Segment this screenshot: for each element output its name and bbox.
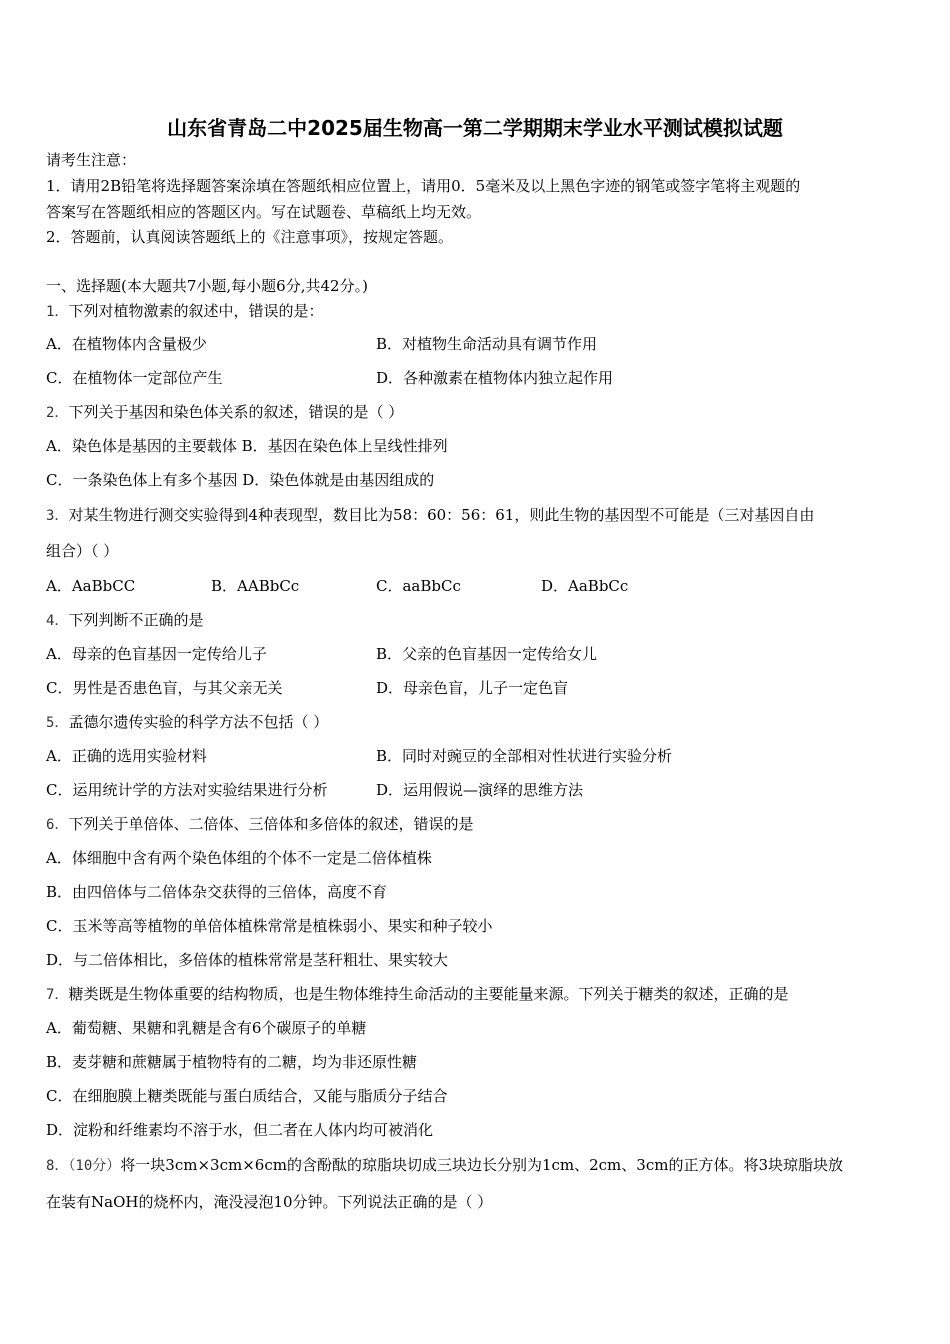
question-3-cont: 组合）（ ）	[46, 542, 119, 560]
q7-option-a: A．葡萄糖、果糖和乳糖是含有6个碳原子的单糖	[46, 1019, 367, 1037]
notice-item-1-cont: 答案写在答题纸相应的答题区内。写在试题卷、草稿纸上均无效。	[46, 203, 482, 221]
question-number: 4．	[46, 613, 69, 629]
question-4	[46, 610, 203, 631]
q6-option-c: C．玉米等高等植物的单倍体植株常常是植株弱小、果实和种子较小	[46, 917, 493, 935]
q1-option-b: B．对植物生命活动具有调节作用	[376, 335, 598, 353]
question-stem: 将一块3cm×3cm×6cm的含酚酞的琼脂块切成三块边长分别为1cm、2cm、3cm的正方体。将3块琼脂块放	[120, 1156, 843, 1174]
q2-options-ab: A．染色体是基因的主要载体 B．基因在染色体上呈线性排列	[46, 437, 448, 455]
question-8-cont: 在装有NaOH的烧杯内，淹没浸泡10分钟。下列说法正确的是（ ）	[46, 1193, 493, 1211]
question-5	[46, 712, 328, 733]
q7-option-c: C．在细胞膜上糖类既能与蛋白质结合，又能与脂质分子结合	[46, 1087, 448, 1105]
q3-option-b: B．AABbCc	[211, 577, 300, 595]
q3-option-c: C．aaBbCc	[376, 577, 461, 595]
q7-option-b: B．麦芽糖和蔗糖属于植物特有的二糖，均为非还原性糖	[46, 1053, 418, 1071]
q6-option-d: D．与二倍体相比，多倍体的植株常常是茎秆粗壮、果实较大	[46, 951, 449, 969]
q5-option-b: B．同时对豌豆的全部相对性状进行实验分析	[376, 747, 673, 765]
notice-heading: 请考生注意：	[46, 151, 137, 169]
question-stem: 下列关于基因和染色体关系的叙述，错误的是（ ）	[68, 403, 404, 421]
question-8	[46, 1155, 843, 1176]
question-6	[46, 814, 473, 835]
question-3	[46, 505, 814, 526]
question-points: （10分）	[68, 1158, 121, 1174]
question-stem: 孟德尔遗传实验的科学方法不包括（ ）	[68, 713, 329, 731]
question-number: 1．	[46, 304, 69, 320]
q4-option-b: B．父亲的色盲基因一定传给女儿	[376, 645, 598, 663]
q3-option-d: D．AaBbCc	[541, 577, 629, 595]
section-heading: 一、选择题(本大题共7小题,每小题6分,共42分。)	[46, 277, 368, 295]
question-number: 6．	[46, 817, 69, 833]
notice-item-1: 1．请用2B铅笔将选择题答案涂填在答题纸相应位置上，请用0．5毫米及以上黑色字迹的钢笔或签字笔将主观题的	[46, 177, 801, 195]
q5-option-c: C．运用统计学的方法对实验结果进行分析	[46, 781, 328, 799]
notice-item-2: 2．答题前，认真阅读答题纸上的《注意事项》，按规定答题。	[46, 228, 454, 246]
question-stem: 下列关于单倍体、二倍体、三倍体和多倍体的叙述，错误的是	[68, 815, 474, 833]
q4-option-d: D．母亲色盲，儿子一定色盲	[376, 679, 569, 697]
q4-option-c: C．男性是否患色盲，与其父亲无关	[46, 679, 283, 697]
question-stem: 对某生物进行测交实验得到4种表现型，数目比为58：60：56：61，则此生物的基因型不可能是（三对基因自由	[68, 506, 815, 524]
q1-option-c: C．在植物体一定部位产生	[46, 369, 223, 387]
q6-option-b: B．由四倍体与二倍体杂交获得的三倍体，高度不育	[46, 883, 388, 901]
page-title: 山东省青岛二中2025届生物高一第二学期期末学业水平测试模拟试题	[167, 116, 783, 140]
q6-option-a: A．体细胞中含有两个染色体组的个体不一定是二倍体植株	[46, 849, 432, 867]
q1-option-d: D．各种激素在植物体内独立起作用	[376, 369, 614, 387]
question-number: 8．	[46, 1158, 69, 1174]
q5-option-d: D．运用假说—演绎的思维方法	[376, 781, 584, 799]
q5-option-a: A．正确的选用实验材料	[46, 747, 207, 765]
question-2	[46, 402, 403, 423]
question-number: 2．	[46, 405, 69, 421]
q3-option-a: A．AaBbCC	[46, 577, 136, 595]
question-stem: 糖类既是生物体重要的结构物质，也是生物体维持生命活动的主要能量来源。下列关于糖类的叙述，正确的是	[68, 985, 789, 1003]
q2-options-cd: C．一条染色体上有多个基因 D．染色体就是由基因组成的	[46, 471, 435, 489]
q1-option-a: A．在植物体内含量极少	[46, 335, 207, 353]
question-stem: 下列判断不正确的是	[68, 611, 204, 629]
q4-option-a: A．母亲的色盲基因一定传给儿子	[46, 645, 267, 663]
question-stem: 下列对植物激素的叙述中，错误的是：	[68, 302, 324, 320]
question-number: 7．	[46, 987, 69, 1003]
question-number: 5．	[46, 715, 69, 731]
question-number: 3．	[46, 508, 69, 524]
question-7	[46, 984, 788, 1005]
question-1	[46, 301, 323, 322]
q7-option-d: D．淀粉和纤维素均不溶于水，但二者在人体内均可被消化	[46, 1121, 434, 1139]
